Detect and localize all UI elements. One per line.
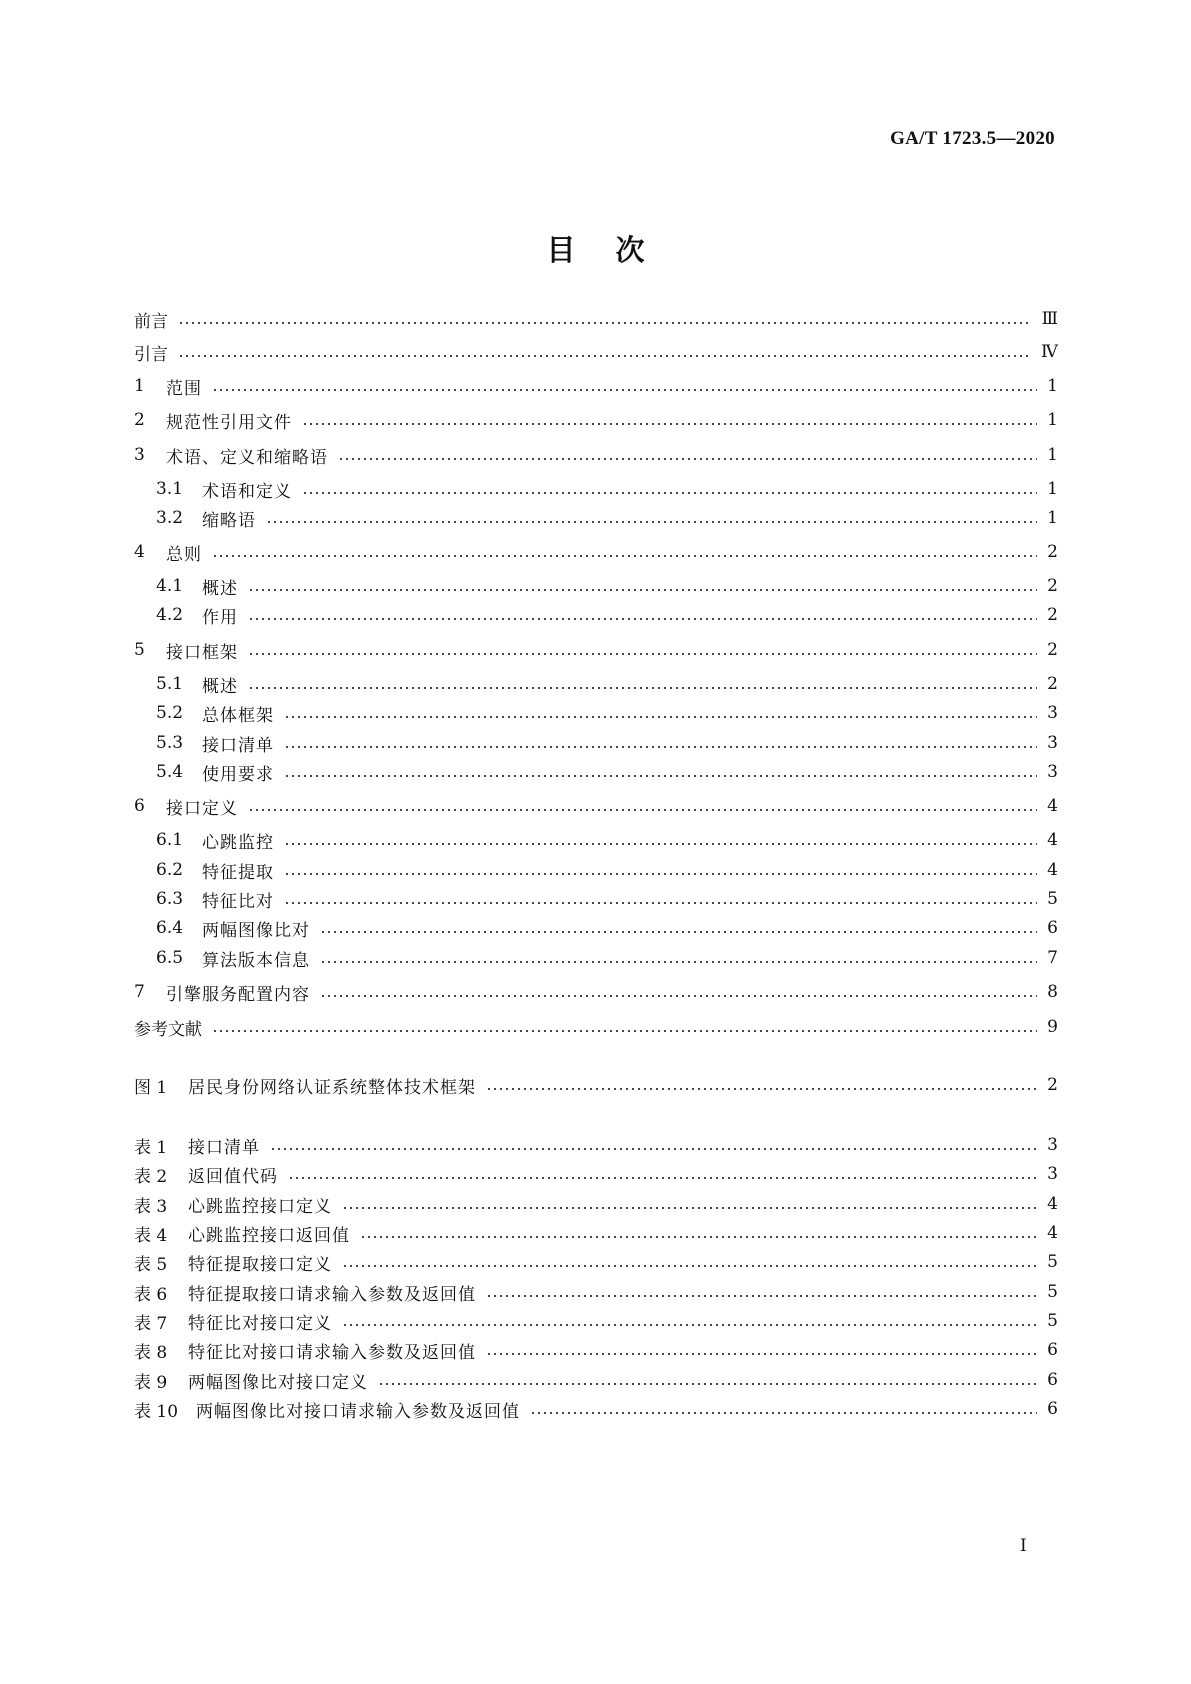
toc-entry-label: 心跳监控接口返回值: [188, 1225, 350, 1246]
toc-entry[interactable]: [156, 571, 1058, 601]
toc-table-entry[interactable]: [134, 1247, 1058, 1277]
toc-entry-page: 1: [1047, 376, 1058, 396]
toc-entry[interactable]: [134, 977, 1058, 1007]
toc-entry-page: 1: [1047, 479, 1058, 499]
toc-entry-page: 4: [1047, 830, 1058, 850]
toc-entry-number: 表 9: [134, 1372, 168, 1393]
toc-entry-page: 8: [1047, 982, 1058, 1002]
toc-entry-number: 4: [134, 542, 145, 562]
toc-figure-entry[interactable]: [134, 1070, 1058, 1100]
toc-entry-label: 特征提取: [202, 862, 274, 883]
toc-entry-number: 2: [134, 410, 145, 430]
toc-entry-page: 6: [1047, 1399, 1058, 1419]
dot-leader: [212, 555, 1037, 557]
toc-entry-page: 4: [1047, 1194, 1058, 1214]
toc-entry[interactable]: [134, 337, 1058, 367]
toc-entry-label: 心跳监控接口定义: [188, 1196, 332, 1217]
toc-entry[interactable]: [156, 884, 1058, 914]
toc-entry-page: 5: [1047, 1282, 1058, 1302]
toc-entry-number: 表 5: [134, 1254, 168, 1275]
toc-entry-label: 特征比对接口请求输入参数及返回值: [188, 1342, 476, 1363]
dot-leader: [530, 1412, 1037, 1414]
toc-entry[interactable]: [134, 405, 1058, 435]
dot-leader: [486, 1088, 1037, 1090]
toc-entry-page: 3: [1047, 762, 1058, 782]
toc-entry[interactable]: [156, 913, 1058, 943]
dot-leader: [248, 618, 1037, 620]
toc-entry-page: Ⅳ: [1041, 342, 1058, 362]
toc-entry-number: 3.1: [156, 479, 184, 499]
toc-entry-number: 5: [134, 640, 145, 660]
toc-entry-number: 表 6: [134, 1284, 168, 1305]
toc-entry-number: 3: [134, 445, 145, 465]
toc-entry-number: 6.4: [156, 918, 184, 938]
dot-leader: [270, 1148, 1037, 1150]
toc-entry[interactable]: [156, 757, 1058, 787]
toc-entry-page: 2: [1047, 640, 1058, 660]
toc-entry[interactable]: [134, 304, 1058, 334]
toc-table-entry[interactable]: [134, 1189, 1058, 1219]
toc-entry-page: 5: [1047, 1311, 1058, 1331]
toc-entry-number: 图 1: [134, 1077, 168, 1098]
page-number: I: [1020, 1536, 1027, 1556]
toc-table-entry[interactable]: [134, 1218, 1058, 1248]
toc-table-entry[interactable]: [134, 1365, 1058, 1395]
toc-entry-page: 4: [1047, 1223, 1058, 1243]
dot-leader: [178, 355, 1031, 357]
toc-entry[interactable]: [156, 503, 1058, 533]
toc-entry[interactable]: [156, 825, 1058, 855]
dot-leader: [248, 809, 1037, 811]
toc-table-entry[interactable]: [134, 1394, 1058, 1424]
toc-entry-number: 4.2: [156, 605, 184, 625]
toc-entry-label: 接口定义: [166, 798, 238, 819]
toc-entry-number: 表 10: [134, 1401, 179, 1422]
dot-leader: [284, 775, 1037, 777]
toc-entry-page: 6: [1047, 1340, 1058, 1360]
toc-entry-label: 两幅图像比对接口定义: [188, 1372, 368, 1393]
toc-entry-page: 2: [1047, 605, 1058, 625]
toc-entry-label: 返回值代码: [188, 1166, 278, 1187]
toc-entry-label: 作用: [202, 607, 238, 628]
toc-entry-page: 1: [1047, 508, 1058, 528]
toc-entry[interactable]: [134, 1012, 1058, 1042]
dot-leader: [342, 1324, 1037, 1326]
toc-entry-page: 7: [1047, 948, 1058, 968]
toc-entry-label: 特征提取接口定义: [188, 1254, 332, 1275]
dot-leader: [338, 458, 1037, 460]
toc-entry-label: 总则: [166, 544, 202, 565]
toc-entry-page: 6: [1047, 918, 1058, 938]
dot-leader: [360, 1236, 1037, 1238]
toc-entry-page: 5: [1047, 1252, 1058, 1272]
toc-entry[interactable]: [156, 943, 1058, 973]
toc-entry-page: 3: [1047, 703, 1058, 723]
toc-entry-label: 特征提取接口请求输入参数及返回值: [188, 1284, 476, 1305]
toc-entry-page: 4: [1047, 796, 1058, 816]
dot-leader: [288, 1177, 1037, 1179]
toc-entry-number: 7: [134, 982, 145, 1002]
toc-table-entry[interactable]: [134, 1277, 1058, 1307]
toc-entry[interactable]: [156, 669, 1058, 699]
toc-entry-page: Ⅲ: [1041, 309, 1058, 329]
toc-entry-number: 表 3: [134, 1196, 168, 1217]
toc-entry-label: 算法版本信息: [202, 950, 310, 971]
toc-entry-label: 居民身份网络认证系统整体技术框架: [188, 1077, 476, 1098]
toc-entry-number: 表 1: [134, 1137, 168, 1158]
toc-entry-page: 3: [1047, 733, 1058, 753]
toc-entry-page: 3: [1047, 1164, 1058, 1184]
toc-entry-page: 2: [1047, 576, 1058, 596]
toc-entry-page: 2: [1047, 674, 1058, 694]
toc-entry-label: 前言: [134, 311, 168, 332]
toc-entry-page: 1: [1047, 410, 1058, 430]
dot-leader: [284, 716, 1037, 718]
dot-leader: [284, 746, 1037, 748]
toc-entry-label: 引擎服务配置内容: [166, 984, 310, 1005]
toc-entry-label: 两幅图像比对: [202, 920, 310, 941]
toc-entry-number: 6.2: [156, 860, 184, 880]
toc-table-entry[interactable]: [134, 1130, 1058, 1160]
toc-title: 目次: [546, 233, 685, 267]
toc-entry-number: 6.3: [156, 889, 184, 909]
toc-entry-label: 规范性引用文件: [166, 412, 292, 433]
dot-leader: [320, 995, 1037, 997]
toc-entry-number: 5.4: [156, 762, 184, 782]
toc-entry-label: 心跳监控: [202, 832, 274, 853]
dot-leader: [320, 931, 1037, 933]
toc-entry[interactable]: [156, 855, 1058, 885]
toc-entry-number: 表 8: [134, 1342, 168, 1363]
toc-entry-page: 5: [1047, 889, 1058, 909]
toc-entry-label: 术语和定义: [202, 481, 292, 502]
toc-entry-label: 参考文献: [134, 1019, 202, 1040]
dot-leader: [266, 521, 1037, 523]
toc-entry-page: 9: [1047, 1017, 1058, 1037]
toc-entry-label: 特征比对: [202, 891, 274, 912]
toc-entry-label: 引言: [134, 344, 168, 365]
toc-entry-number: 6.1: [156, 830, 184, 850]
toc-entry-number: 4.1: [156, 576, 184, 596]
toc-entry-page: 2: [1047, 542, 1058, 562]
dot-leader: [248, 687, 1037, 689]
dot-leader: [342, 1265, 1037, 1267]
toc-entry-number: 6.5: [156, 948, 184, 968]
toc-entry-number: 表 4: [134, 1225, 168, 1246]
toc-entry-label: 术语、定义和缩略语: [166, 447, 328, 468]
toc-entry-number: 表 7: [134, 1313, 168, 1334]
dot-leader: [302, 492, 1037, 494]
toc-entry-page: 1: [1047, 445, 1058, 465]
dot-leader: [178, 322, 1032, 324]
toc-entry[interactable]: [134, 440, 1058, 470]
toc-entry-number: 5.3: [156, 733, 184, 753]
toc-entry[interactable]: [134, 791, 1058, 821]
toc-entry-page: 3: [1047, 1135, 1058, 1155]
toc-entry-label: 范围: [166, 378, 202, 399]
dot-leader: [212, 389, 1037, 391]
toc-entry-label: 总体框架: [202, 705, 274, 726]
toc-entry[interactable]: [156, 600, 1058, 630]
toc-entry[interactable]: [156, 728, 1058, 758]
toc-entry-number: 1: [134, 376, 145, 396]
dot-leader: [486, 1295, 1037, 1297]
toc-entry-number: 5.2: [156, 703, 184, 723]
toc-entry-number: 表 2: [134, 1166, 168, 1187]
toc-entry[interactable]: [134, 371, 1058, 401]
toc-entry-number: 5.1: [156, 674, 184, 694]
toc-entry-label: 接口清单: [188, 1137, 260, 1158]
toc-entry-label: 接口清单: [202, 735, 274, 756]
dot-leader: [212, 1030, 1037, 1032]
toc-entry-number: 6: [134, 796, 145, 816]
toc-entry-label: 概述: [202, 578, 238, 599]
toc-table-entry[interactable]: [134, 1159, 1058, 1189]
toc-entry-label: 特征比对接口定义: [188, 1313, 332, 1334]
toc-entry-label: 接口框架: [166, 642, 238, 663]
toc-entry-label: 使用要求: [202, 764, 274, 785]
toc-entry-label: 缩略语: [202, 510, 256, 531]
dot-leader: [320, 961, 1037, 963]
toc-entry-page: 6: [1047, 1370, 1058, 1390]
toc-entry-label: 两幅图像比对接口请求输入参数及返回值: [196, 1401, 520, 1422]
toc-entry-page: 2: [1047, 1075, 1058, 1095]
toc-entry-number: 3.2: [156, 508, 184, 528]
dot-leader: [284, 843, 1037, 845]
toc-entry-label: 概述: [202, 676, 238, 697]
dot-leader: [378, 1383, 1037, 1385]
toc-entry[interactable]: [134, 537, 1058, 567]
dot-leader: [486, 1353, 1037, 1355]
toc-table-entry[interactable]: [134, 1335, 1058, 1365]
dot-leader: [284, 902, 1037, 904]
standard-code: GA/T 1723.5—2020: [890, 128, 1055, 149]
toc-entry-page: 4: [1047, 860, 1058, 880]
dot-leader: [248, 653, 1037, 655]
dot-leader: [302, 423, 1037, 425]
toc-entry[interactable]: [134, 635, 1058, 665]
toc-entry[interactable]: [156, 474, 1058, 504]
dot-leader: [248, 589, 1037, 591]
dot-leader: [284, 873, 1037, 875]
toc-entry[interactable]: [156, 698, 1058, 728]
toc-table-entry[interactable]: [134, 1306, 1058, 1336]
dot-leader: [342, 1207, 1037, 1209]
